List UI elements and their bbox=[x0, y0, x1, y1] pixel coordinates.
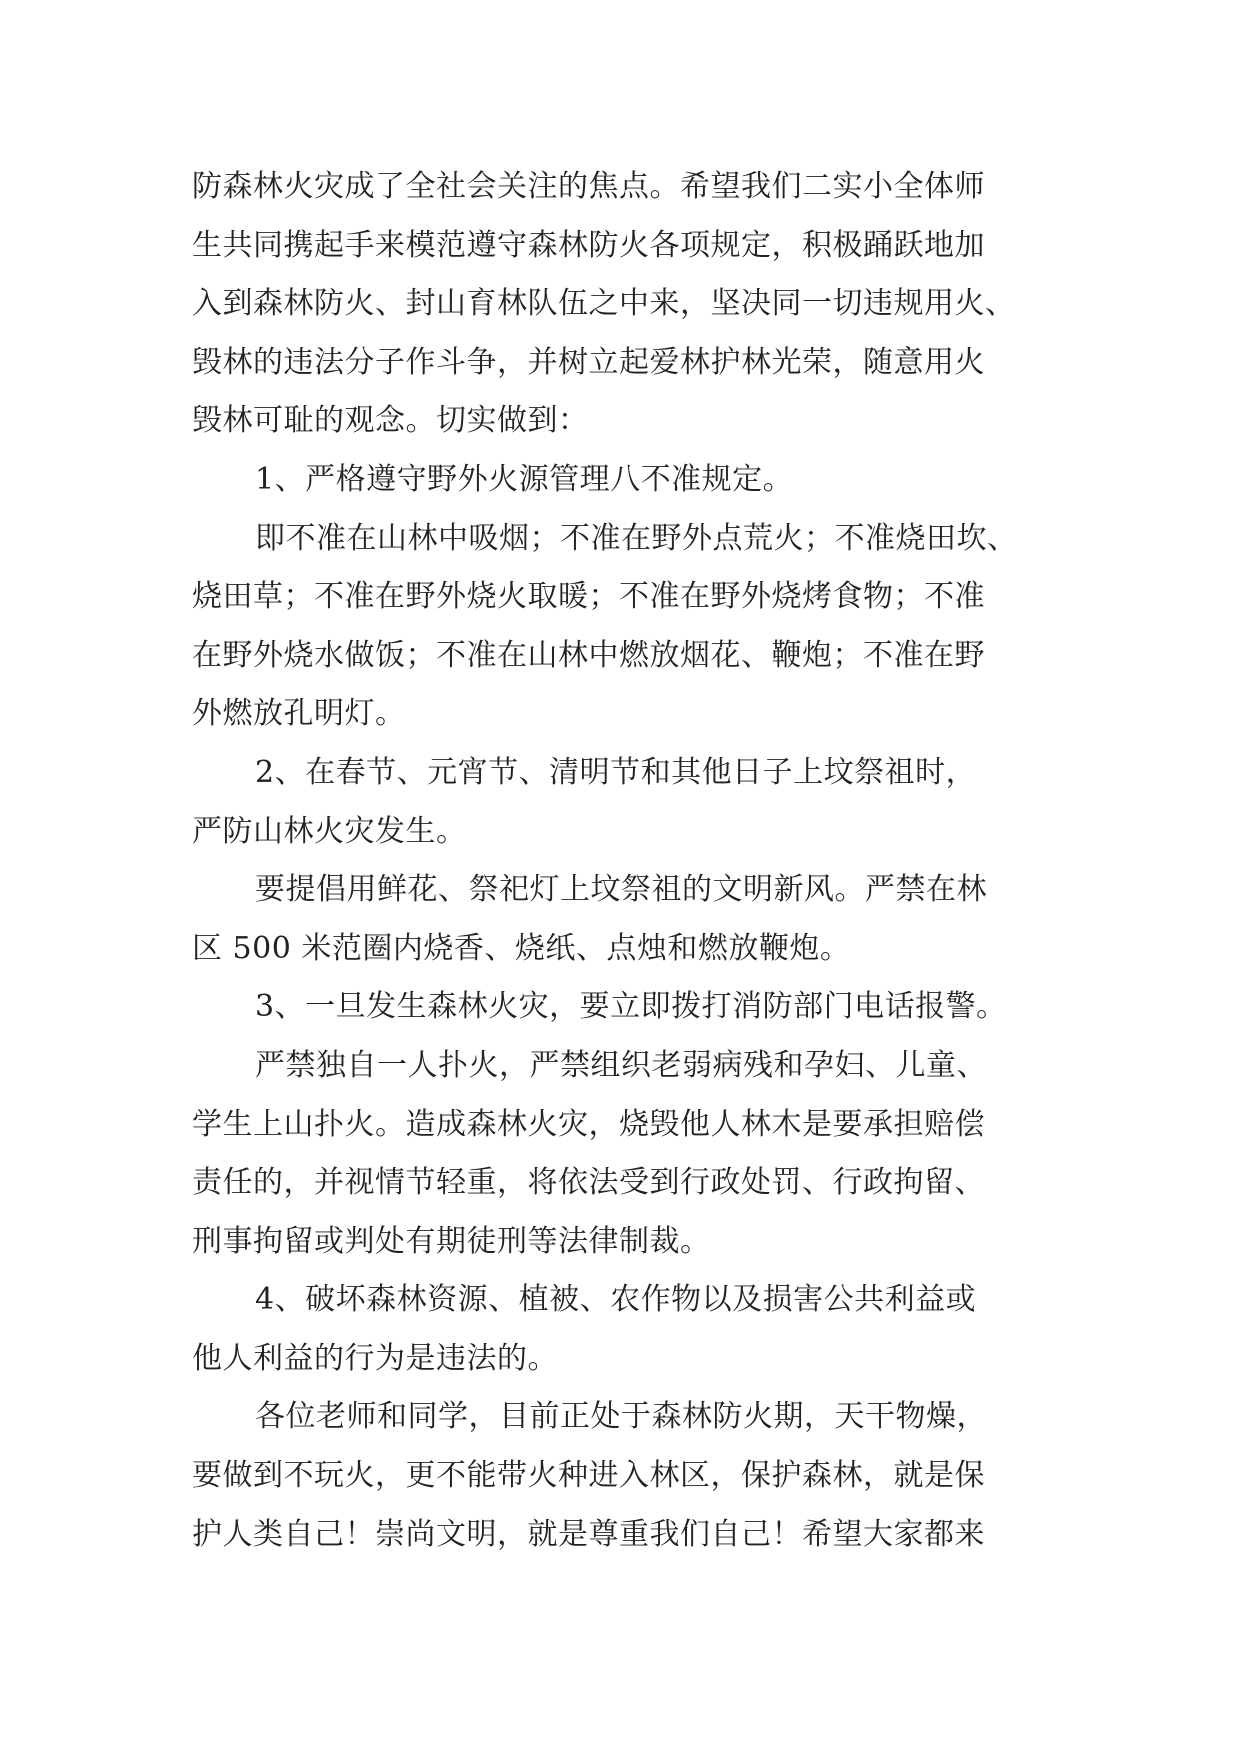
text-line: 4、破坏森林资源、植被、农作物以及损害公共利益或 bbox=[255, 1282, 977, 1318]
text-line: 即不准在山林中吸烟；不准在野外点荒火；不准烧田坎、 bbox=[255, 520, 1018, 556]
text-line: 在野外烧水做饭；不准在山林中燃放烟花、鞭炮；不准在野 bbox=[192, 637, 985, 673]
text-line: 学生上山扑火。造成森林火灾，烧毁他人林木是要承担赔偿 bbox=[192, 1106, 985, 1142]
text-line: 责任的，并视情节轻重，将依法受到行政处罚、行政拘留、 bbox=[192, 1165, 985, 1201]
text-line: 护人类自己！崇尚文明，就是尊重我们自己！希望大家都来 bbox=[192, 1516, 985, 1552]
text-line: 防森林火灾成了全社会关注的焦点。希望我们二实小全体师 bbox=[192, 169, 985, 204]
text-line: 3、一旦发生森林火灾，要立即拨打消防部门电话报警。 bbox=[255, 989, 1007, 1025]
text-line: 烧田草；不准在野外烧火取暖；不准在野外烧烤食物；不准 bbox=[192, 579, 985, 615]
text-line: 毁林的违法分子作斗争，并树立起爱林护林光荣，随意用火 bbox=[192, 344, 985, 380]
text-line: 区 500 米范圈内烧香、烧纸、点烛和燃放鞭炮。 bbox=[192, 930, 851, 966]
text-line: 他人利益的行为是违法的。 bbox=[192, 1340, 558, 1376]
text-line: 生共同携起手来模范遵守森林防火各项规定，积极踊跃地加 bbox=[192, 227, 985, 263]
text-line: 刑事拘留或判处有期徒刑等法律制裁。 bbox=[192, 1223, 711, 1259]
text-line: 入到森林防火、封山育林队伍之中来，坚决同一切违规用火、 bbox=[192, 286, 1016, 322]
document-body bbox=[192, 158, 1072, 1564]
text-line: 严防山林火灾发生。 bbox=[192, 813, 467, 849]
text-line: 要提倡用鲜花、祭祀灯上坟祭祖的文明新风。严禁在林 bbox=[255, 872, 987, 908]
text-line: 2、在春节、元宵节、清明节和其他日子上坟祭祖时， bbox=[255, 754, 977, 790]
text-line: 外燃放孔明灯。 bbox=[192, 696, 406, 732]
text-line: 严禁独自一人扑火，严禁组织老弱病残和孕妇、儿童、 bbox=[255, 1047, 987, 1083]
text-line: 毁林可耻的观念。切实做到： bbox=[192, 403, 589, 439]
text-line: 1、严格遵守野外火源管理八不准规定。 bbox=[255, 461, 794, 497]
text-line: 要做到不玩火，更不能带火种进入林区，保护森林，就是保 bbox=[192, 1458, 985, 1494]
text-line: 各位老师和同学，目前正处于森林防火期，天干物燥， bbox=[255, 1399, 987, 1435]
